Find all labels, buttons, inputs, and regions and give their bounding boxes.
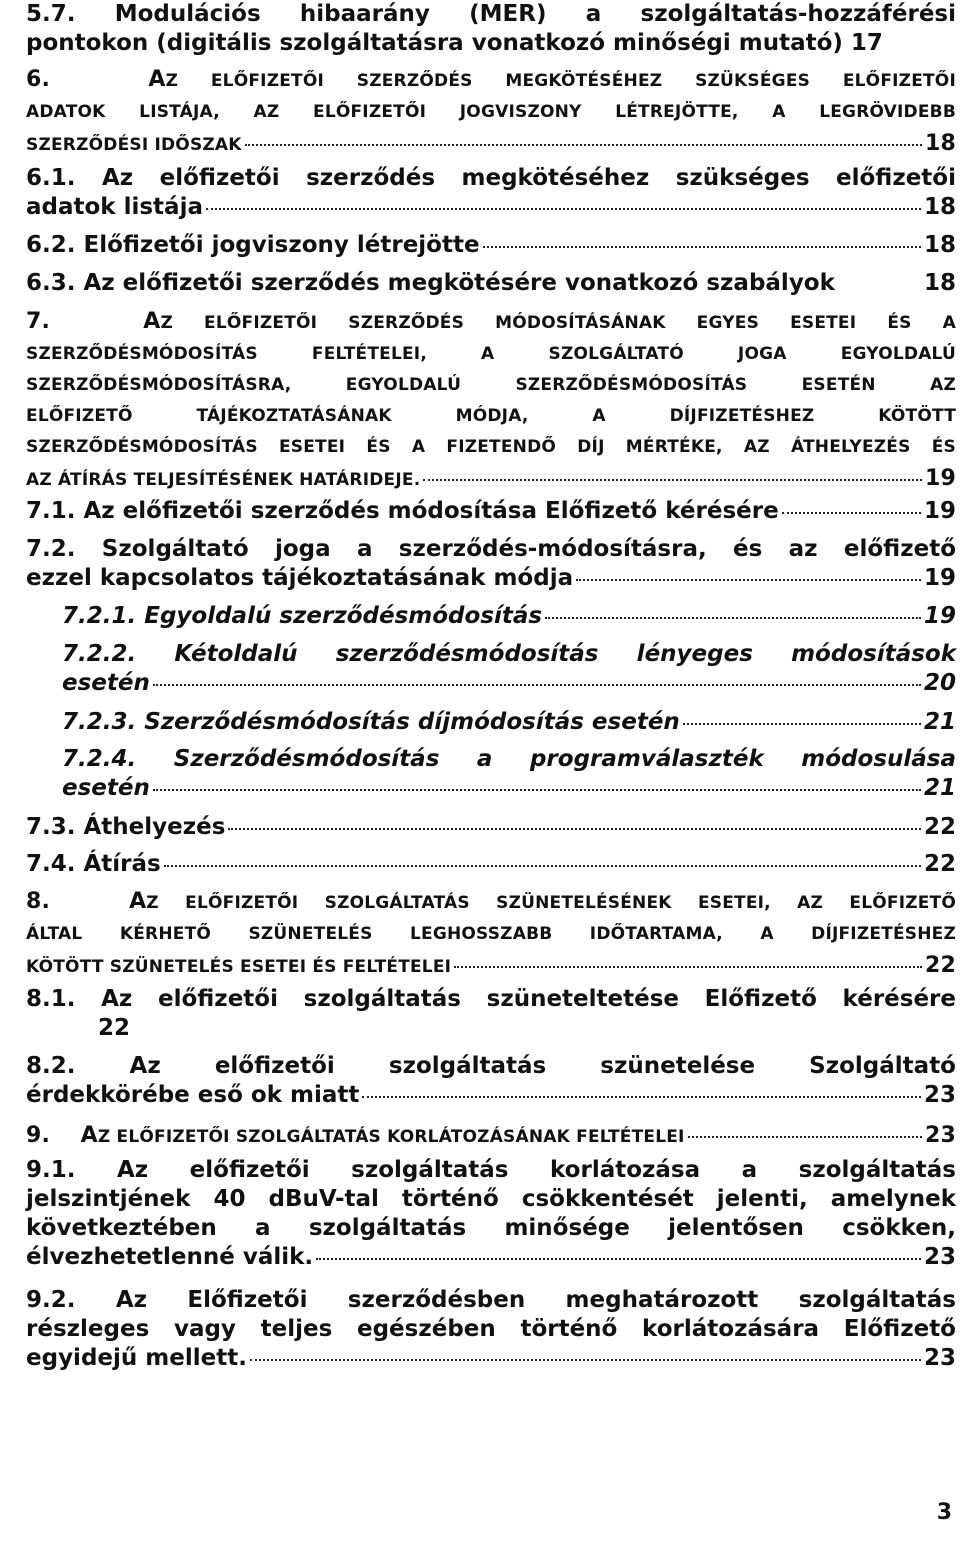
toc-line — [62, 602, 956, 631]
toc-line — [26, 886, 956, 919]
toc-page-number: 23 — [923, 1244, 956, 1270]
toc-line — [26, 29, 956, 58]
toc-line — [26, 850, 956, 879]
toc-line — [26, 564, 956, 593]
toc-entry-7-2-2[interactable] — [26, 640, 956, 698]
toc-line — [26, 1120, 956, 1153]
toc-text: 6.2. Előfizetői jogviszony létrejötte — [26, 232, 480, 258]
toc-entry-6-1[interactable] — [26, 164, 956, 222]
toc-entry-7-2-4[interactable] — [26, 745, 956, 803]
toc-line: SZERZŐDÉSMÓDOSÍTÁSRA, EGYOLDALÚ SZERZŐDÉSMÓDOSÍTÁS ESETÉN AZ — [26, 375, 956, 395]
toc-line: 8.1. Az előfizetői szolgáltatás szüneteltetése Előfizető kérésére — [26, 986, 956, 1012]
dot-leader — [153, 789, 921, 791]
dot-leader — [250, 1359, 921, 1361]
toc-page-number: 19 — [923, 565, 956, 591]
toc-line — [26, 128, 956, 161]
dot-leader — [545, 617, 921, 619]
toc-line: 7.2. Szolgáltató joga a szerződés-módosításra, és az előfizető — [26, 536, 956, 562]
dot-leader — [245, 144, 922, 146]
toc-text: AZ ÁTÍRÁS TELJESÍTÉSÉNEK HATÁRIDEJE. — [26, 470, 421, 490]
toc-entry-9-1[interactable] — [26, 1156, 956, 1272]
toc-entry-7-2[interactable] — [26, 535, 956, 593]
toc-line: ADATOK LISTÁJA, AZ ELŐFIZETŐI JOGVISZONY LÉTREJÖTTE, A LEGRÖVIDEBB — [26, 102, 956, 122]
dot-leader — [316, 1258, 921, 1260]
dot-leader — [228, 828, 921, 830]
dot-leader — [362, 1096, 921, 1098]
toc-line: SZERZŐDÉSMÓDOSÍTÁS ESETEI ÉS A FIZETENDŐ DÍJ MÉRTÉKE, AZ ÁTHELYEZÉS ÉS — [26, 437, 956, 457]
toc-line: következtében a szolgáltatás minősége jelentősen csökken, — [26, 1215, 956, 1241]
toc-text: 7.2.1. Egyoldalú szerződésmódosítás — [62, 603, 543, 629]
toc-line — [26, 306, 956, 339]
toc-line: jelszintjének 40 dBuV-tal történő csökkentését jelenti, amelynek — [26, 1186, 956, 1212]
toc-page-number: 21 — [923, 709, 956, 735]
dot-leader — [688, 1136, 922, 1138]
toc-entry-6[interactable] — [26, 64, 956, 161]
toc-line: ÁLTAL KÉRHETŐ SZÜNETELÉS LEGHOSSZABB IDŐTARTAMA, A DÍJFIZETÉSHEZ — [26, 924, 956, 944]
toc-text — [26, 1120, 685, 1153]
toc-line — [26, 1014, 956, 1043]
toc-page-number: 19 — [923, 603, 956, 629]
toc-page-number: 21 — [923, 775, 956, 801]
toc-text: Z ELŐFIZETŐI SZERZŐDÉS MEGKÖTÉSÉHEZ SZÜKSÉGES ELŐFIZETŐI — [165, 71, 956, 91]
dot-leader — [483, 246, 921, 248]
toc-page-number: 22 — [924, 953, 956, 978]
toc-line: 9.2. Az Előfizetői szerződésben meghatározott szolgáltatás — [26, 1287, 956, 1313]
toc-page-number: 19 — [923, 498, 956, 524]
toc-line — [26, 1344, 956, 1373]
dot-leader — [164, 865, 921, 867]
toc-page-number: 17 — [850, 30, 883, 56]
toc-page-number: 20 — [923, 670, 956, 696]
toc-entry-8[interactable] — [26, 886, 956, 983]
toc-line — [62, 669, 956, 698]
toc-page-number: 18 — [923, 232, 956, 258]
toc-text: Z ELŐFIZETŐI SZERZŐDÉS MÓDOSÍTÁSÁNAK EGYES ESETEI ÉS A — [160, 313, 956, 333]
toc-line: 8.2. Az előfizetői szolgáltatás szünetelése Szolgáltató — [26, 1053, 956, 1079]
toc-line — [26, 193, 956, 222]
toc-entry-9[interactable] — [26, 1120, 956, 1153]
dot-leader — [153, 684, 921, 686]
toc-line — [26, 950, 956, 983]
toc-text: pontokon (digitális szolgáltatásra vonatkozó minőségi mutató) — [26, 30, 843, 56]
toc-line: SZERZŐDÉSMÓDOSÍTÁS FELTÉTELEI, A SZOLGÁLTATÓ JOGA EGYOLDALÚ — [26, 344, 956, 364]
toc-line — [26, 463, 956, 496]
toc-entry-6-2[interactable] — [26, 231, 956, 260]
toc-text: 7.3. Áthelyezés — [26, 814, 226, 840]
toc-page-number: 22 — [923, 814, 956, 840]
toc-number: 6. — [26, 67, 51, 92]
toc-line — [26, 64, 956, 97]
dot-leader — [423, 479, 922, 481]
toc-line: 9.1. Az előfizetői szolgáltatás korlátozása a szolgáltatás — [26, 1157, 956, 1183]
dot-leader — [206, 208, 921, 210]
toc-text: Z ELŐFIZETŐI SZOLGÁLTATÁS SZÜNETELÉSÉNEK ESETEI, AZ ELŐFIZETŐ — [146, 893, 957, 913]
toc-title: Z ELŐFIZETŐI SZOLGÁLTATÁS KORLÁTOZÁSÁNAK FELTÉTELEI — [97, 1127, 685, 1147]
dot-leader — [454, 966, 922, 968]
toc-text: egyidejű mellett. — [26, 1345, 247, 1371]
toc-text: esetén — [62, 670, 150, 696]
toc-number: 9. — [26, 1123, 51, 1148]
toc-text: 7.1. Az előfizetői szerződés módosítása Előfizető kérésére — [26, 498, 779, 524]
toc-page-number: 18 — [924, 131, 956, 156]
toc-entry-7-4[interactable] — [26, 850, 956, 879]
toc-text: ezzel kapcsolatos tájékoztatásának módja — [26, 565, 574, 591]
toc-line — [26, 813, 956, 842]
toc-entry-7-3[interactable] — [26, 813, 956, 842]
toc-initial: A — [148, 67, 166, 92]
toc-text: 7.2.3. Szerződésmódosítás díjmódosítás esetén — [62, 709, 680, 735]
toc-entry-7-2-3[interactable] — [26, 708, 956, 737]
toc-page-number: 23 — [923, 1345, 956, 1371]
toc-entry-8-2[interactable] — [26, 1052, 956, 1110]
toc-page-number: 22 — [98, 1015, 131, 1041]
toc-initial: A — [143, 309, 161, 334]
toc-entry-9-2[interactable] — [26, 1286, 956, 1373]
toc-line: 7.2.4. Szerződésmódosítás a programválaszték módosulása — [62, 746, 956, 772]
toc-page-number: 22 — [923, 851, 956, 877]
toc-line — [26, 497, 956, 526]
toc-line — [62, 708, 956, 737]
toc-entry-8-1[interactable] — [26, 985, 956, 1043]
toc-page-number: 23 — [924, 1123, 956, 1148]
toc-entry-7-1[interactable] — [26, 497, 956, 526]
toc-page-number: 23 — [923, 1082, 956, 1108]
toc-text: 7.4. Átírás — [26, 851, 161, 877]
toc-line — [26, 1243, 956, 1272]
page-number: 3 — [936, 1500, 952, 1525]
toc-entry-6-3[interactable] — [26, 269, 956, 298]
toc-text: SZERZŐDÉSI IDŐSZAK — [26, 135, 242, 155]
toc-line: részleges vagy teljes egészében történő korlátozására Előfizető — [26, 1316, 956, 1342]
toc-line — [26, 231, 956, 260]
dot-leader — [683, 723, 921, 725]
toc-text: 6.3. Az előfizetői szerződés megkötésére vonatkozó szabályok — [26, 270, 835, 296]
toc-initial: A — [80, 1123, 98, 1148]
toc-line: 7.2.2. Kétoldalú szerződésmódosítás lényeges módosítások — [62, 641, 956, 667]
toc-initial: A — [129, 889, 147, 914]
toc-entry-5-7[interactable] — [26, 0, 956, 58]
toc-page-number: 18 — [923, 194, 956, 220]
dot-leader — [576, 579, 921, 581]
toc-entry-7[interactable] — [26, 306, 956, 496]
toc-page-number: 19 — [924, 466, 956, 491]
toc-line: 5.7. Modulációs hibaarány (MER) a szolgáltatás-hozzáférési — [26, 1, 956, 27]
toc-text: érdekkörébe eső ok miatt — [26, 1082, 360, 1108]
toc-entry-7-2-1[interactable] — [26, 602, 956, 631]
toc-text: adatok listája — [26, 194, 203, 220]
toc-line — [62, 774, 956, 803]
toc-line: 6.1. Az előfizetői szerződés megkötéséhez szükséges előfizetői — [26, 165, 956, 191]
toc-text: esetén — [62, 775, 150, 801]
toc-text: élvezhetetlenné válik. — [26, 1244, 314, 1270]
toc-line: ELŐFIZETŐ TÁJÉKOZTATÁSÁNAK MÓDJA, A DÍJFIZETÉSHEZ KÖTÖTT — [26, 406, 956, 426]
dot-leader — [782, 512, 921, 514]
toc-text: KÖTÖTT SZÜNETELÉS ESETEI ÉS FELTÉTELEI — [26, 957, 452, 977]
toc-page-number: 18 — [923, 270, 956, 296]
toc-line — [26, 1081, 956, 1110]
toc-number: 8. — [26, 889, 51, 914]
toc-number: 7. — [26, 309, 51, 334]
toc-line — [26, 269, 956, 298]
